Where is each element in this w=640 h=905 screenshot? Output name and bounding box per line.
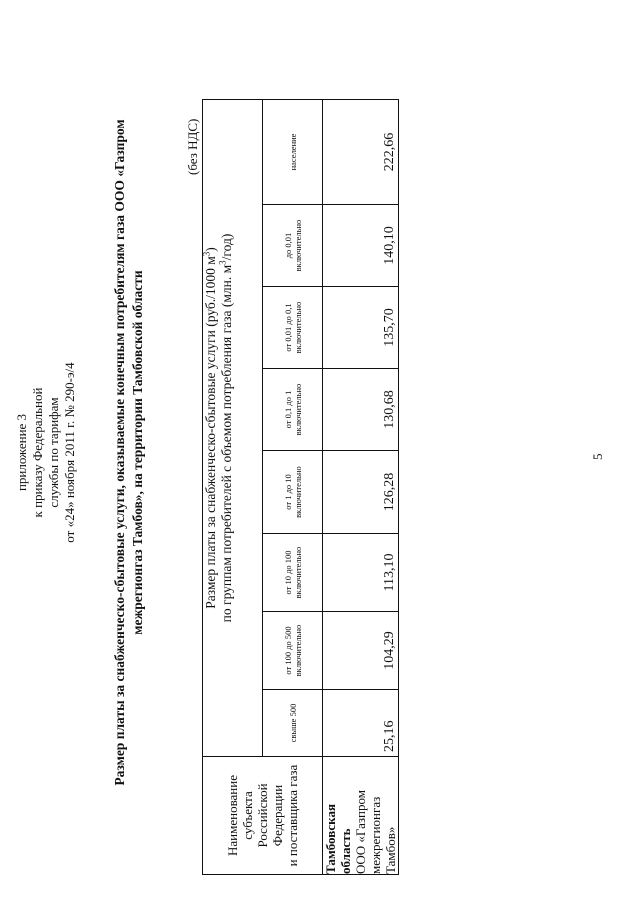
name-column-header: [203, 757, 323, 875]
tariff-table: [202, 99, 399, 875]
col-header-0.1-1: [263, 369, 323, 451]
supplier-line-2: межрегионгаз Тамбов»: [368, 796, 398, 874]
group-header-text-1b: ): [203, 247, 218, 252]
group-header-text-1: Размер платы за снабженческо-сбытовые услуги (руб./1000 м: [203, 256, 218, 609]
group-header-sup-1: 3: [201, 251, 212, 257]
document-title-line-1: Размер платы за снабженческо-сбытовые услуги, оказываемые конечным потребителям газа ООО «Газпром: [112, 119, 127, 786]
col-label: от 10 до 100: [282, 550, 293, 595]
col-label-incl: включительно: [292, 466, 303, 518]
name-header-line-2: Российской Федерации: [255, 783, 285, 848]
group-header-text-2: по группам потребителей с объемом потребления газа (млн. м: [219, 264, 234, 623]
page-number: 5: [590, 453, 605, 460]
vat-note: (без НДС): [185, 118, 200, 175]
col-label-incl: включительно: [292, 301, 303, 354]
col-label: от 0,1 до 1: [282, 390, 293, 429]
col-header-over-500: [263, 690, 323, 757]
value-cell: 104,29: [323, 612, 399, 690]
col-header-1-10: [263, 451, 323, 534]
col-label: свыше 500: [287, 703, 298, 743]
value-cell: 222,66: [323, 99, 399, 204]
value-cell: 126,28: [323, 451, 399, 534]
table-header-row: [203, 99, 263, 874]
value-cell: 113,10: [323, 534, 399, 612]
value-cell: 135,70: [323, 287, 399, 369]
group-header-text-2b: /год): [219, 233, 234, 261]
col-label: до 0,01: [282, 232, 293, 259]
annex-line-1: приложение 3: [14, 413, 29, 492]
region-name: Тамбовская область: [323, 804, 353, 874]
col-label-incl: включительно: [292, 219, 303, 272]
col-label-incl: включительно: [292, 624, 303, 677]
value-cell: 140,10: [323, 205, 399, 287]
col-label: от 1 до 10: [282, 474, 293, 510]
col-header-10-100: [263, 534, 323, 612]
col-label-incl: включительно: [292, 383, 303, 436]
value-cell: 130,68: [323, 369, 399, 451]
name-header-line-1: Наименование субъекта: [225, 775, 255, 856]
col-header-100-500: [263, 612, 323, 690]
annex-line-2: к приказу Федеральной: [30, 387, 45, 518]
col-label: от 100 до 500: [282, 626, 293, 675]
col-label-incl: включительно: [292, 546, 303, 599]
supplier-line-1: ООО «Газпром: [353, 790, 368, 874]
supplier-name-cell: [323, 757, 399, 875]
value-cell: 25,16: [323, 690, 399, 757]
col-header-0.01-0.1: [263, 287, 323, 369]
name-header-line-3: и поставщика газа: [285, 764, 300, 867]
annex-line-3: службы по тарифам: [46, 397, 61, 508]
col-label: от 0,01 до 0,1: [282, 303, 293, 352]
col-header-population: [263, 99, 323, 204]
annex-line-4: от «24» ноября 2011 г. № 290-э/4: [62, 362, 77, 543]
table-row: [323, 99, 399, 874]
col-label: население: [287, 133, 298, 171]
group-header-sup-2: 3: [217, 260, 228, 265]
col-header-under-0.01: [263, 205, 323, 287]
document-title-line-2: межрегионгаз Тамбов», на территории Тамбовской области: [130, 270, 145, 635]
fee-group-header: [203, 99, 263, 756]
